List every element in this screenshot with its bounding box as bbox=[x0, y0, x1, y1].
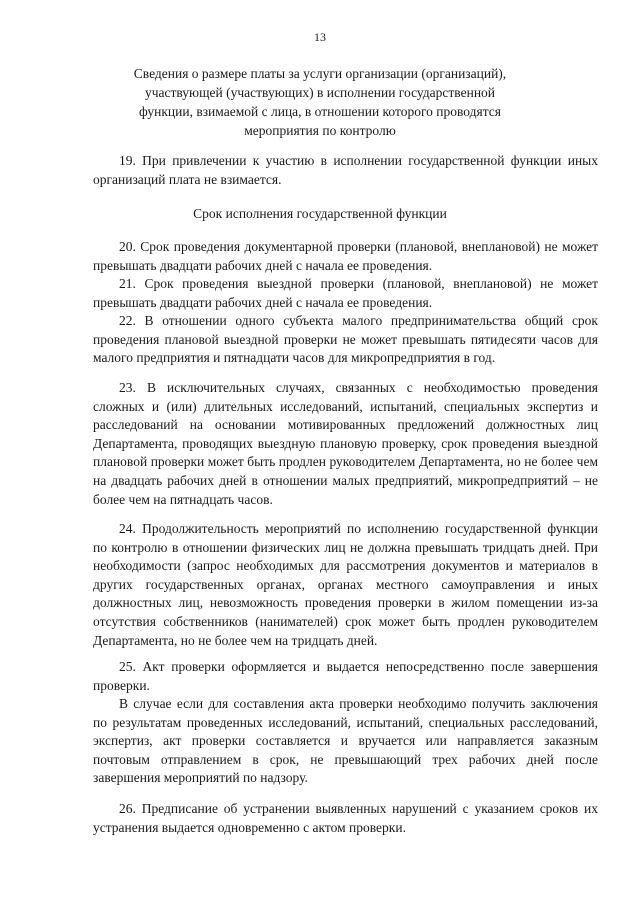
section-heading-term: Срок исполнения государственной функции bbox=[193, 206, 447, 221]
paragraph-21: 21. Срок проведения выездной проверки (плановой, внеплановой) не может превышать двадцати рабочих дней с начала ее проведения. bbox=[93, 276, 598, 310]
paragraph-25: 25. Акт проверки оформляется и выдается непосредственно после завершения проверки. bbox=[93, 659, 598, 693]
paragraph-24: 24. Продолжительность мероприятий по исполнению государственной функции по контролю в отношении физических лиц не должна превышать тридцать дней. При необходимости (запрос необходимых для рассмотрения документов и материалов в других государственных органах, органах местного самоуправления и иных должностных лиц, невозможность проведения проверки в жилом помещении из-за отсутствия собственников (нанимателей) срок может быть продлен руководителем Департамента, но не более чем на тридцать дней. bbox=[93, 521, 598, 648]
paragraph-25-continuation: В случае если для составления акта проверки необходимо получить заключения по результатам проведенных исследований, испытаний, специальных расследований, экспертиз, акт проверки составляется и вручается или направляется заказным почтовым отправлением в срок, не превышающий трех рабочих дней после завершения мероприятий по надзору. bbox=[93, 696, 598, 786]
paragraph-22: 22. В отношении одного субъекта малого предпринимательства общий срок проведения плановой выездной проверки не может превышать пятидесяти часов для малого предприятия и пятнадцати часов для микропредприятия в год. bbox=[93, 313, 598, 366]
paragraph-26: 26. Предписание об устранении выявленных нарушений с указанием сроков их устранения выдается одновременно с актом проверки. bbox=[93, 801, 598, 835]
section-heading-fees: Сведения о размере платы за услуги организации (организаций), участвующей (участвующих) в исполнении государственной функции, взимаемой с лица, в отношении которого проводятся мероприятия по контролю bbox=[133, 66, 507, 138]
paragraph-20: 20. Срок проведения документарной проверки (плановой, внеплановой) не может превышать двадцати рабочих дней с начала ее проведения. bbox=[93, 239, 598, 273]
paragraph-19: 19. При привлечении к участию в исполнении государственной функции иных организаций плата не взимается. bbox=[93, 153, 598, 187]
paragraph-23: 23. В исключительных случаях, связанных с необходимостью проведения сложных и (или) длительных исследований, испытаний, специальных экспертиз и расследований на основании мотивированных предложений должностных лиц Департамента, проводящих выездную плановую проверку, срок проведения выездной плановой проверки может быть продлен руководителем Департамента, но не более чем на двадцать рабочих дней в отношении малых предприятий, микропредприятий – не более чем на пятнадцать часов. bbox=[93, 380, 598, 507]
page-number: 13 bbox=[314, 30, 326, 44]
